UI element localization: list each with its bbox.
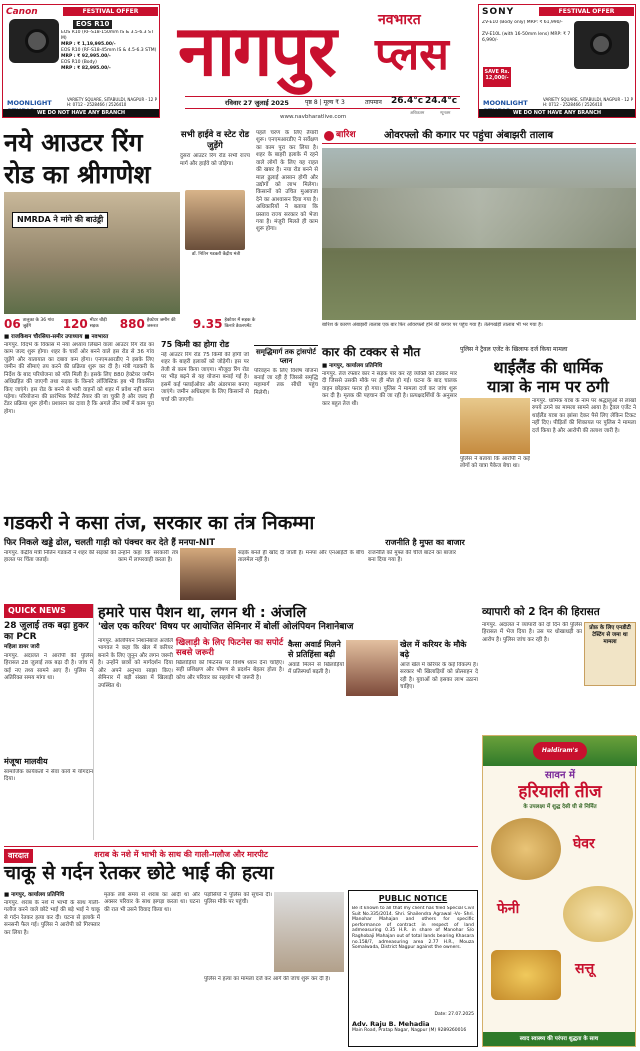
store-name: MOONLIGHT (7, 99, 52, 107)
rain-header (322, 130, 636, 144)
camera-image (574, 21, 629, 69)
car-headline: कार की टक्कर से मौत (322, 345, 421, 359)
public-notice: PUBLIC NOTICE Be it known to all that my client has filed Special Civil Suit No.335/2014. Shri. Shailendra Agrawal -Vs- Shri. Manohar Mahajan and others for specific performance of contract in respect of land admeasuring 0.35 H.R. in share of Manohar S/o Raghobaji Mahajan out of total lands bearing Khasara no.158/7, admeasuring area 2.77 H.R., Mouza Somalwada, District Nagpur against the owners. Date: 27.07.2025 Adv. Raju B. Mehadia Main Road, Pratap Nagar, Nagpur (M) 9289260016 (348, 890, 478, 1047)
nameplate: नागपुर (178, 9, 335, 92)
stab-headline: चाकू से गर्दन रेतकर छोटे भाई की हत्या (4, 862, 274, 884)
edition-date: रविवार 27 जुलाई 2025 (225, 99, 289, 107)
edition-pages: पृष्ठ 8 | मूल्य ₹ 3 (305, 99, 345, 106)
ad-haldiram[interactable]: Haldiram's सावन में हरियाली तीज के उपलक्ष्य में शुद्ध देसी घी से निर्मित घेवर फेनी सत्तू स्वाद स्वास्थ्य की परंपरा शुद्धता के साथ (482, 735, 636, 1047)
sattu-image (491, 950, 561, 1000)
temp-max: 26.4°c (391, 96, 424, 106)
notice-signer: Adv. Raju B. Mehadia (352, 1019, 430, 1028)
rain-tag: बारिश (336, 130, 356, 140)
lead-headline: नये आउटर रिंग (4, 128, 143, 157)
ad-tagline: WE DO NOT HAVE ANY BRANCH (3, 109, 159, 117)
store-address: VARIETY SQUARE, SITABULDI, NAGPUR - 12 PH: 0712 - 2528466 / 2526410 (67, 97, 157, 107)
website-link[interactable]: www.navbharatlive.com (280, 114, 347, 120)
canon-logo: Canon (6, 7, 38, 17)
gadkari-subhead: फिर निकले खड्डे ढोल, चलती गाड़ी को पंक्चर कर देते हैं मनपा-NIT (4, 538, 216, 548)
highlight-box: 75 किमी का होगा रोड नई आउटर रिंग रोड 75 किमी की होगी जो शहर के बाहरी इलाकों को जोड़ेगी। इस पर तेजी से काम किया जाएगा। मौजूदा रिंग रोड पर भीड़ बढ़ने से यह योजना बनाई गई है। इसमें कई फ्लाईओवर और अंडरपास बनाए जाएंगे। जमीन अधिग्रहण के लिए किसानों से चर्चा की जाएगी। (161, 340, 249, 403)
notice-title: PUBLIC NOTICE (378, 894, 448, 903)
ghevar-image (491, 818, 561, 880)
price-list: EOS R10 (RF-S18-150mm IS & 3.5-6.3 STM) MRP : ₹ 1,19,995.00/- EOS R10 (RF-S18-45mm IS & 4.5-6.3 STM) MRP : ₹ 92,995.00/- EOS R10 (Body) MRP : ₹ 82,995.00/- (61, 30, 157, 71)
camera-image (9, 19, 59, 63)
transport-box: समृद्धिमार्ग तक ट्रांसपोर्ट प्लान परिवहन के लिए विशेष योजना बनाई जा रही है जिससे समृद्धि महामार्ग तक सीधी पहुंच मिलेगी। (254, 345, 318, 488)
gadkari-headline: गडकरी ने कसा तंज, सरकार का तंत्र निकम्मा (4, 512, 315, 534)
ring-road-photo (4, 192, 180, 314)
car-story: कार की टक्कर से मौत ■ नागपुर, कार्यालय प्रतिनिधि नागपुर. तेज रफ्तार कार ने सड़क पार कर रहे व्यक्ति को टक्कर मार दी जिससे उसकी मौके पर ही मौत हो गई। घटना के बाद चालक वाहन छोड़कर फरार हो गया। पुलिस ने मामला दर्ज कर जांच शुरू कर दी है। मृतक की पहचान की जा रही है। प्रत्यक्षदर्शियों के अनुसार कार बहुत तेज थी। (322, 345, 457, 407)
feni-image (563, 886, 633, 942)
anjali-subhead: 'खेल एक करियर' विषय पर आयोजित सेमिनार में बोलीं ओलंपियन निशानेबाज (98, 622, 354, 632)
stats-row: 06 तालुका के 36 गांव जुड़ेंगे 120 मीटर चौड़ी सड़क 880 हेक्टेयर जमीन की जरूरत 9.35 हेक्टेयर में सड़क के किनारे डेवलपमेंट (4, 316, 256, 331)
photo-tag: NMRDA ने मांगे की बाउंड्री (12, 212, 108, 228)
quick-news-tag: QUICK NEWS (4, 604, 93, 618)
brand-plus: प्लस (375, 29, 449, 80)
lead-body-1: नागपुर. विदर्भ के विकास में नया अध्याय लिखने वाला आउटर रिंग रोड का काम जल्द शुरू होगा। शहर के चारों ओर बनने वाले इस रोड से 36 गांव जुड़ेंगे और यातायात का दबाव कम होगा। एनएमआरडीए ने इसके लिए जमीन की सीमाएं तय करने की प्रक्रिया शुरू कर दी है। मंत्री गडकरी के निर्देश के बाद परियोजना को गति मिली है। इसके लिए 880 हेक्टेयर जमीन अधिग्रहित की जाएगी तथा सड़क के किनारे लॉजिस्टिक हब भी विकसित किए जाएंगे। इस रोड के बनने से भारी वाहनों को शहर में प्रवेश नहीं करना पड़ेगा। परियोजना की प्रारंभिक रिपोर्ट तैयार की जा चुकी है और जल्द ही टेंडर प्रक्रिया शुरू होगी। प्रशासन का दावा है कि अगले तीन वर्षों में काम पूरा होगा। (4, 342, 154, 415)
rain-caption: बारिश के कारण अंबाझरी तालाब एक बार फिर ओवरफ्लो होने की कगार पर पहुंच गया है। तेलंगखेड़ी तालाब भी भर गया है। (322, 322, 543, 328)
thailand-body: नागपुर. धार्मिक यात्रा के नाम पर श्रद्धालुओं से लाखों रुपये ठगने का मामला सामने आया है। ट्रैवल एजेंट ने थाईलैंड यात्रा का झांसा देकर पैसे लिए लेकिन टिकट नहीं दिए। पीड़ितों की शिकायत पर पुलिस ने मामला दर्ज किया है और आरोपी की तलाश जारी है। (532, 398, 636, 434)
lead-byline: ■ राजकिशन चौरसिया-समीर उपाध्याय ■ नवभारत (4, 334, 109, 340)
anjali-photo (346, 640, 398, 696)
price-list: ZV-E10 (Body only) MRP: ₹ 61,990/- ZV-E10L (with 16-50mm lens) MRP: ₹ 76,990/- (482, 20, 571, 43)
gadkari-photo (185, 190, 245, 250)
temp-min: 24.4°c (425, 96, 458, 106)
stab-tag: वारदात (4, 849, 33, 863)
arrest-headline: व्यापारी को 2 दिन की हिरासत (482, 606, 600, 618)
lake-photo (322, 148, 636, 320)
arrest-box: प्रोफ़ के लिए एनडीटी टेस्टिंग से जमा था मामला (584, 622, 636, 686)
save-badge: SAVE Rs. 12,000/- (483, 67, 511, 87)
knife-graphic (274, 892, 344, 972)
side-column: पहले चरण के लिए तैयारी शुरू। एनएमआरडीए ने सर्वेक्षण का काम पूरा कर लिया है। शहर के बाहरी इलाके में रहने वाले लोगों के लिए यह राहत की खबर है। नया रोड बनने से माल ढुलाई आसान होगी और उद्योगों को लाभ मिलेगा। किसानों को उचित मुआवजा देने का आश्वासन दिया गया है। अधिकारियों ने बताया कि प्रस्ताव राज्य सरकार को भेजा गया है। मंजूरी मिलते ही काम शुरू होगा। (256, 130, 318, 233)
sidebar-story: सभी हाईवे व स्टेट रोड जुड़ेंगे दुसरा आउटर रिंग रोड सभी राज्य मार्ग और हाईवे को जोड़ेगा। (180, 130, 250, 167)
ad-canon[interactable] (2, 4, 160, 118)
haldiram-logo: Haldiram's (533, 742, 587, 760)
dateline: रविवार 27 जुलाई 2025 पृष्ठ 8 | मूल्य ₹ 3 तापमान 26.4°c 24.4°c (185, 96, 460, 109)
thailand-headline: थाईलैंड की धार्मिक यात्रा के नाम पर ठगी (487, 358, 609, 396)
sony-logo: SONY (482, 7, 515, 17)
lead-headline-2: रोड का श्रीगणेश (4, 160, 151, 189)
brand-navbharat: नवभारत (378, 12, 421, 28)
camera-icon (324, 131, 334, 141)
quick-news: QUICK NEWS 28 जुलाई तक बढ़ा हुकर का PCR महिला डायर जारी नागपुर. अदालत ने आरोपी की पुलिस हिरासत 28 जुलाई तक बढ़ा दी है। जांच में कई नए तथ्य सामने आए हैं। पुलिस ने अतिरिक्त समय मांगा था। मंजूषा मालवीय सामाजिक कार्यकर्ता ने सेवा कार्य में योगदान दिया। (4, 604, 94, 840)
notice-body: Be it known to all that my client has filed Special Civil Suit No.335/2014. Shri. Shailendra Agrawal -Vs- Shri. Manohar Mahajan and others for specific performance of contract in respect of land admeasuring 0.35 H.R. in share of Manohar S/o Raghobaji Mahajan out of total lands bearing Khasara no.158/7, admeasuring area 2.77 H.R., Mouza Somalwada, District Nagpur against the owners. (352, 906, 474, 951)
camera-model: EOS R10 (73, 20, 112, 29)
ad-sony[interactable]: SONY FESTIVAL OFFER ZV-E10 (Body only) MRP: ₹ 61,990/- ZV-E10L (with 16-50mm lens) MRP: ₹ 76,990/- SAVE Rs. 12,000/- MOONLIGHT VARIETY SQUARE, SITABULDI, NAGPUR - 12 PH: 0712 - 2528466 / 2526410 WE DO NOT HAVE ANY BRANCH (478, 4, 636, 118)
stab-kicker-bar: वारदात शराब के नशे में भाभी के साथ की गाली-गलौज और मारपीट (4, 846, 478, 860)
rain-headline: ओवरफ्लो की कगार पर पहुंचा अंबाझरी तालाब (384, 130, 554, 141)
anjali-headline: हमारे पास पैशन था, लगन थी : अंजलि (98, 605, 307, 621)
gadkari-speech-photo (180, 548, 236, 600)
offer-badge: FESTIVAL OFFER (63, 7, 158, 16)
thailand-graphic (460, 398, 530, 454)
thailand-kicker: पुलिस ने ट्रैवल एजेंट के खिलाफ दर्ज किया मामला (460, 346, 568, 353)
masthead: Canon FESTIVAL OFFER EOS R10 EOS R10 (RF-S18-150mm IS & 3.5-6.3 STM) MRP : ₹ 1,19,995.00/- EOS R10 (RF-S18-45mm IS & 4.5-6.3 STM) MRP : ₹ 92,995.00/- EOS R10 (Body) MRP : ₹ 82,995.00/- MOONLIGHT VARIETY SQUARE, SITABULDI, NAGPUR - 12 PH: 0712 - 2528466 / 2526410 WE DO NOT HAVE ANY BRANCH नागपुर नवभारत प्लस रविवार 27 जुलाई 2025 पृष्ठ 8 | मूल्य ₹ 3 तापमान 26.4°c 24.4°c अधिकतम न्यूनतम www.navbharatlive.com SONY FESTIVAL OFFER ZV-E10 (Body only) MRP: ₹ 61,990/- ZV-E10L (with 16-50mm lens) MRP: ₹ 76,990/- SAVE Rs. 12,000/- MOONLIGHT VARIETY SQUARE, SITABULDI, NAGPUR - 12 PH: 0712 - 2528466 / 2526410 WE DO NOT HAVE ANY BRANCH (0, 0, 640, 125)
